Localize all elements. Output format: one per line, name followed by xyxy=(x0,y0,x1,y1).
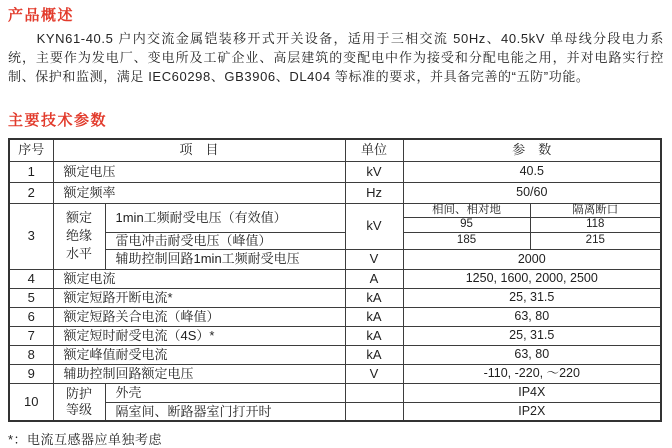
section-title-params: 主要技术参数 xyxy=(8,112,108,129)
cell-param: 2000 xyxy=(403,249,661,269)
tech-params-table xyxy=(8,138,662,422)
cell-param: 40.5 xyxy=(403,161,661,182)
cell-param: 118 xyxy=(530,218,661,233)
table-row-protection-b xyxy=(9,402,661,421)
cell-item: 外壳 xyxy=(105,383,345,402)
cell-param: 1250, 1600, 2000, 2500 xyxy=(403,269,661,288)
cell-unit: kV xyxy=(345,203,403,249)
col-header-no: 序号 xyxy=(9,139,53,161)
col-header-unit: 单位 xyxy=(345,139,403,161)
table-row xyxy=(9,161,661,182)
col-header-param: 参 数 xyxy=(403,139,661,161)
cell-param: IP2X xyxy=(403,402,661,421)
cell-item: 额定短路开断电流* xyxy=(53,288,345,307)
cell-item: 额定电压 xyxy=(53,161,345,182)
cell-group-insulation: 额定绝缘水平 xyxy=(53,203,105,269)
cell-no: 9 xyxy=(9,364,53,383)
cell-unit: kA xyxy=(345,326,403,345)
cell-unit-empty xyxy=(345,383,403,402)
cell-param: 95 xyxy=(403,218,530,233)
table-row xyxy=(9,307,661,326)
table-row-protection-a xyxy=(9,383,661,402)
cell-unit: V xyxy=(345,249,403,269)
cell-param: -110, -220, ～220 xyxy=(403,364,661,383)
cell-param: 215 xyxy=(530,233,661,250)
table-row xyxy=(9,326,661,345)
cell-no: 7 xyxy=(9,326,53,345)
cell-param: 63, 80 xyxy=(403,345,661,364)
table-row-insulation-d xyxy=(9,249,661,269)
cell-no: 1 xyxy=(9,161,53,182)
cell-item: 额定电流 xyxy=(53,269,345,288)
cell-no: 3 xyxy=(9,203,53,269)
cell-param: 25, 31.5 xyxy=(403,326,661,345)
cell-unit: kV xyxy=(345,161,403,182)
cell-unit: V xyxy=(345,364,403,383)
table-row-insulation-c xyxy=(9,233,661,250)
cell-param: 63, 80 xyxy=(403,307,661,326)
section-title-overview: 产品概述 xyxy=(8,7,75,24)
cell-item: 额定短路关合电流（峰值） xyxy=(53,307,345,326)
table-header-row xyxy=(9,139,661,161)
cell-group-protection: 防护等级 xyxy=(53,383,105,421)
cell-item: 隔室间、断路器室门打开时 xyxy=(105,402,345,421)
cell-param: 50/60 xyxy=(403,182,661,203)
cell-no: 5 xyxy=(9,288,53,307)
cell-item: 额定峰值耐受电流 xyxy=(53,345,345,364)
cell-no: 10 xyxy=(9,383,53,421)
cell-item: 辅助控制回路1min工频耐受电压 xyxy=(105,249,345,269)
table-row xyxy=(9,269,661,288)
table-row xyxy=(9,364,661,383)
cell-unit: kA xyxy=(345,307,403,326)
cell-unit: kA xyxy=(345,288,403,307)
table-row xyxy=(9,345,661,364)
cell-item: 额定短时耐受电流（4S）* xyxy=(53,326,345,345)
cell-subheader-phase: 相间、相对地 xyxy=(403,203,530,218)
table-footnote: *：电流互感器应单独考虑 xyxy=(8,432,163,448)
cell-param: IP4X xyxy=(403,383,661,402)
cell-param: 185 xyxy=(403,233,530,250)
cell-unit: kA xyxy=(345,345,403,364)
cell-param: 25, 31.5 xyxy=(403,288,661,307)
cell-no: 6 xyxy=(9,307,53,326)
table-row xyxy=(9,182,661,203)
cell-unit: Hz xyxy=(345,182,403,203)
cell-unit-empty xyxy=(345,402,403,421)
cell-item: 额定频率 xyxy=(53,182,345,203)
cell-item: 辅助控制回路额定电压 xyxy=(53,364,345,383)
col-header-item: 项 目 xyxy=(53,139,345,161)
overview-paragraph: KYN61-40.5 户内交流金属铠装移开式开关设备，适用于三相交流 50Hz、40.5kV 单母线分段电力系统，主要作为发电厂、变电所及工矿企业、高层建筑的变配电中作为接受和分配电能之用，并对电路实行控制、保护和监测，满足 IEC60298、GB3906、DL404 等标准的要求，并具备完善的“五防”功能。 xyxy=(8,31,664,84)
cell-item: 1min工频耐受电压（有效值） xyxy=(105,203,345,233)
cell-no: 4 xyxy=(9,269,53,288)
cell-no: 2 xyxy=(9,182,53,203)
cell-item: 雷电冲击耐受电压（峰值） xyxy=(105,233,345,250)
table-row xyxy=(9,288,661,307)
cell-no: 8 xyxy=(9,345,53,364)
table-row-insulation-a xyxy=(9,203,661,218)
cell-unit: A xyxy=(345,269,403,288)
cell-subheader-gap: 隔离断口 xyxy=(530,203,661,218)
